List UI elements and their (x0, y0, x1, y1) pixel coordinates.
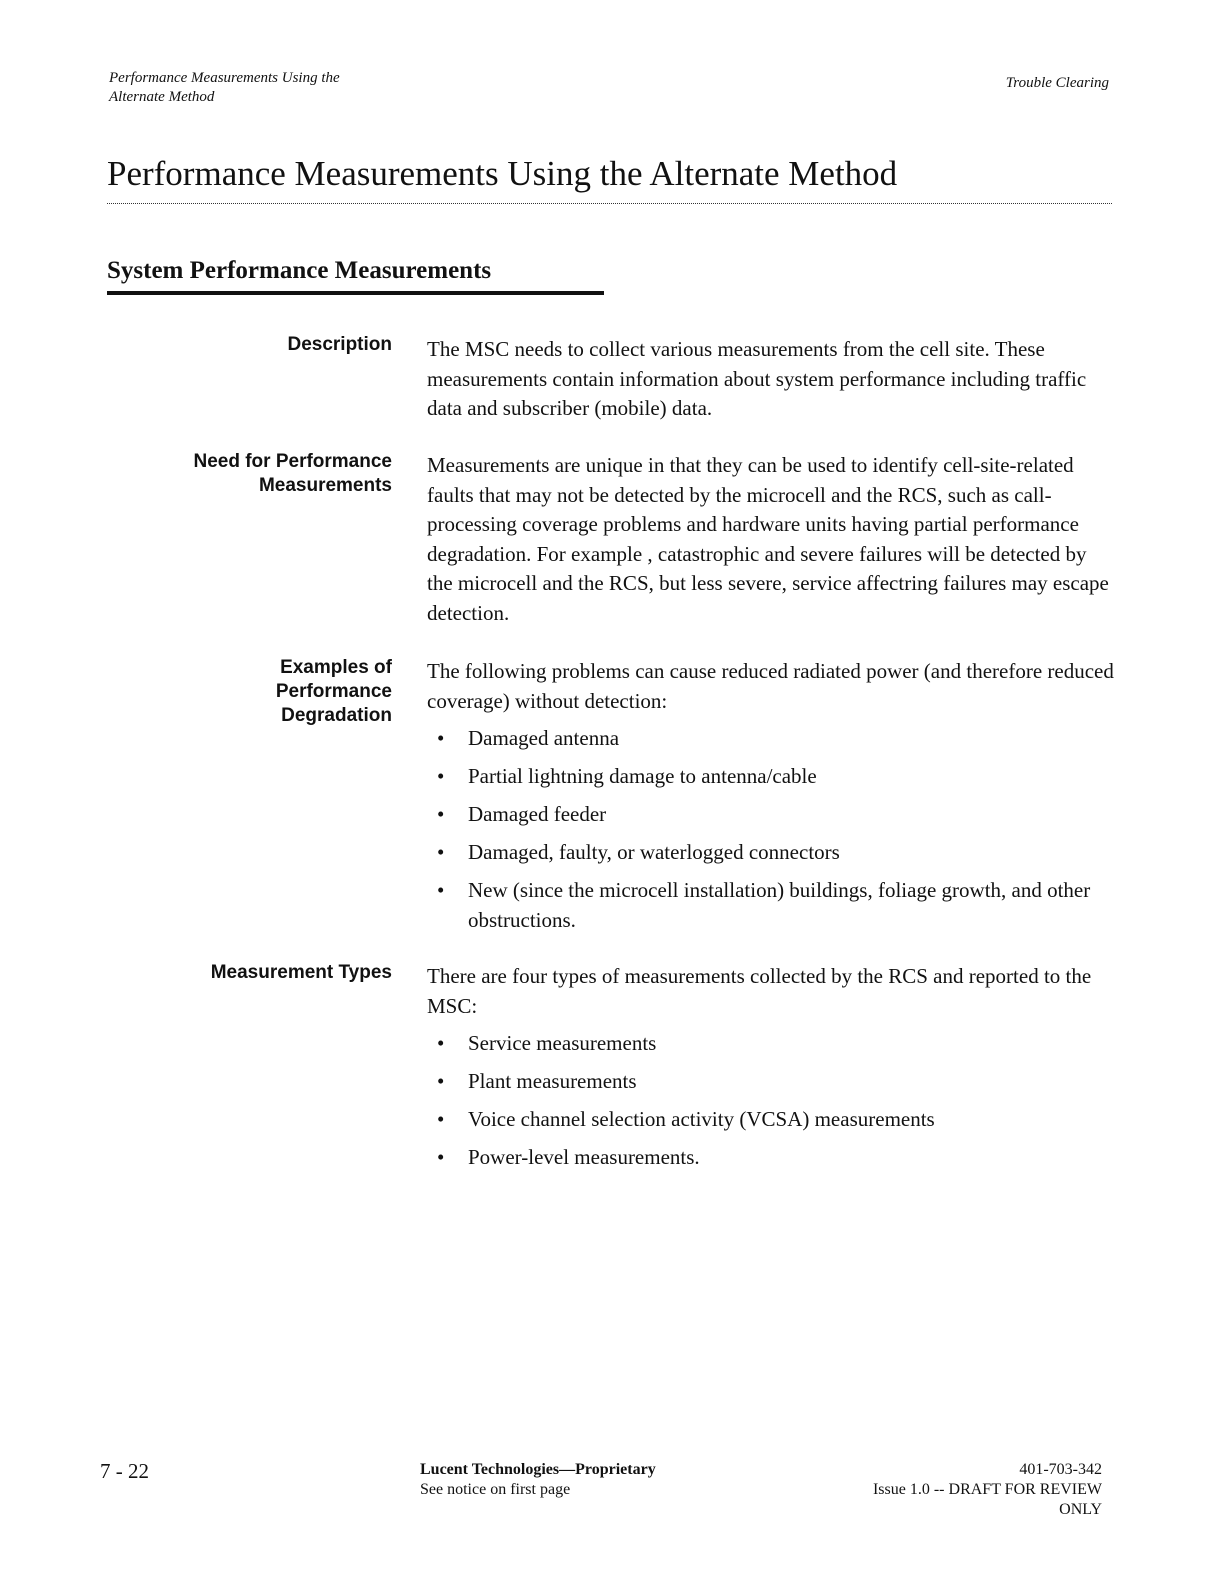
examples-body (427, 657, 1117, 944)
examples-label-line2: Performance (275, 681, 392, 702)
list-item (427, 762, 1117, 792)
need-label-line1: Need for Performance (193, 451, 392, 472)
examples-list (427, 724, 1117, 935)
bullet-icon: • (437, 1145, 445, 1169)
list-item-text: Service measurements (468, 1031, 657, 1055)
examples-label-line3: Degradation (281, 705, 392, 726)
footer-center (420, 1460, 656, 1500)
bullet-icon: • (437, 1031, 445, 1055)
bullet-icon: • (437, 878, 445, 902)
list-item (427, 838, 1117, 868)
list-item-text: New (since the microcell installation) buildings, foliage growth, and other obstructions. (468, 878, 1091, 932)
list-item-text: Plant measurements (468, 1069, 637, 1093)
list-item (427, 1029, 1117, 1059)
list-item-text: Damaged, faulty, or waterlogged connectors (468, 840, 840, 864)
section-heading: System Performance Measurements (107, 257, 492, 284)
footer-issue-line2: ONLY (1059, 1501, 1102, 1518)
need-label-line2: Measurements (258, 475, 392, 496)
measurement-types-intro: There are four types of measurements collected by the RCS and reported to the MSC: (427, 964, 1092, 1018)
list-item (427, 724, 1117, 754)
list-item (427, 1105, 1117, 1135)
footer-doc-number: 401-703-342 (1019, 1461, 1102, 1478)
running-header-left-line2: Alternate Method (109, 89, 215, 105)
need-body (427, 451, 1117, 628)
description-body (427, 335, 1117, 424)
bullet-icon: • (437, 726, 445, 750)
examples-label (120, 656, 392, 728)
measurement-types-list (427, 1029, 1117, 1173)
running-header-left (109, 69, 469, 107)
examples-label-line1: Examples of (280, 657, 392, 678)
footer-company: Lucent Technologies—Proprietary (420, 1461, 656, 1478)
page-number: 7 - 22 (100, 1459, 149, 1483)
list-item (427, 1067, 1117, 1097)
bullet-icon: • (437, 1069, 445, 1093)
list-item (427, 800, 1117, 830)
measurement-types-label: Measurement Types (210, 962, 392, 983)
footer-notice: See notice on first page (420, 1481, 571, 1498)
section-heading-rule (107, 291, 604, 295)
need-text: Measurements are unique in that they can be used to identify cell-site-related faults that may not be detected by the microcell and the RCS, such as call-processing coverage problems and hardware units having partial performance degradation. For example , catastrophic and severe failures will be detected by the microcell and the RCS, but less severe, service affectring failures may escape detection. (427, 453, 1109, 625)
need-label (120, 450, 392, 498)
running-header-left-line1: Performance Measurements Using the (109, 70, 340, 86)
title-dotted-rule (107, 203, 1112, 204)
description-text: The MSC needs to collect various measurements from the cell site. These measurements contain information about system performance including traffic data and subscriber (mobile) data. (427, 337, 1087, 420)
list-item-text: Damaged antenna (468, 726, 620, 750)
footer-right (873, 1460, 1102, 1520)
measurement-types-body (427, 962, 1117, 1181)
list-item (427, 1143, 1117, 1173)
list-item-text: Power-level measurements. (468, 1145, 700, 1169)
running-header-right: Trouble Clearing (1005, 75, 1109, 91)
bullet-icon: • (437, 764, 445, 788)
bullet-icon: • (437, 802, 445, 826)
list-item-text: Partial lightning damage to antenna/cable (468, 764, 817, 788)
bullet-icon: • (437, 840, 445, 864)
list-item-text: Voice channel selection activity (VCSA) measurements (468, 1107, 935, 1131)
list-item-text: Damaged feeder (468, 802, 607, 826)
bullet-icon: • (437, 1107, 445, 1131)
examples-intro: The following problems can cause reduced radiated power (and therefore reduced coverage) without detection: (427, 659, 1114, 713)
list-item (427, 876, 1117, 935)
footer-issue-line1: Issue 1.0 -- DRAFT FOR REVIEW (872, 1481, 1102, 1498)
description-label: Description (287, 334, 392, 355)
page-title: Performance Measurements Using the Alternate Method (107, 154, 898, 193)
